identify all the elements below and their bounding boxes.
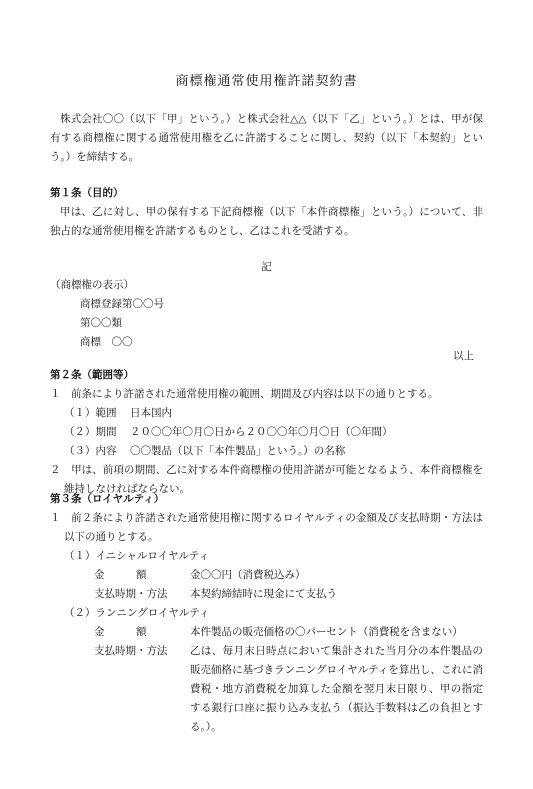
ijou-marker: 以上 xyxy=(453,350,474,362)
scope-row-key: （１）範囲 xyxy=(64,407,117,419)
running-payment-key: 支払時期・方法 xyxy=(94,645,168,657)
initial-amount-row xyxy=(94,566,483,585)
content-row xyxy=(64,442,483,461)
article-3-para-1: １ 前２条により許諾された通常使用権に関するロイヤルティの金額及び支払時期・方法は以下の通りとする。 xyxy=(50,512,483,543)
preamble: 株式会社〇〇（以下「甲」という。）と株式会社△△（以下「乙」という。）とは、甲が保有する商標権に関する通常使用権を乙に許諾することに関し、契約（以下「本契約」という。）を締結する。 xyxy=(50,113,483,163)
initial-royalty-label: （１）イニシャルロイヤルティ xyxy=(64,550,210,562)
initial-payment-value: 本契約締結時に現金にて支払う xyxy=(190,588,337,600)
running-payment-row xyxy=(94,642,483,737)
article-2-para-2: ２ 甲は、前項の期間、乙に対する本件商標権の使用許諾が可能となるよう、本件商標権を維持しなければならない。 xyxy=(50,464,483,495)
ki-marker: 記 xyxy=(261,261,272,273)
trademark-class: 第〇〇類 xyxy=(80,317,122,329)
initial-amount-key: 金 額 xyxy=(94,569,147,581)
article-2-heading: 第２条（範囲等） xyxy=(50,369,134,381)
period-row-value: ２０〇〇年〇月〇日から２０〇〇年〇月〇日（〇年間） xyxy=(130,426,393,438)
initial-payment-key: 支払時期・方法 xyxy=(94,588,168,600)
running-amount-row xyxy=(94,623,483,642)
content-row-value: 〇〇製品（以下「本件製品」という。）の名称 xyxy=(130,445,346,457)
article-2-para-1: １ 前条により許諾された通常使用権の範囲、期間及び内容は以下の通りとする。 xyxy=(50,388,439,400)
trademark-registration-number: 商標登録第〇〇号 xyxy=(80,298,164,310)
article-2 xyxy=(50,366,483,499)
article-1-heading: 第１条（目的） xyxy=(50,187,124,199)
scope-row-value: 日本国内 xyxy=(130,407,172,419)
article-1-body: 甲は、乙に対し、甲の保有する下記商標権（以下「本件商標権」という。）について、非独占的な通常使用権を許諾するものとし、乙はこれを受諾する。 xyxy=(50,206,483,237)
trademark-name: 商標 〇〇 xyxy=(80,336,133,348)
content-row-key: （３）内容 xyxy=(64,445,117,457)
running-royalty xyxy=(50,604,483,737)
initial-payment-row xyxy=(94,585,483,604)
running-payment-value: 乙は、毎月末日時点において集計された当月分の本件製品の販売価格に基づきランニングロイヤルティを算出し、これに消費税・地方消費税を加算した金額を翌月末日限り、甲の指定する銀行口座に振り込み支払う（振込手数料は乙の負担とする。）。 xyxy=(190,645,483,733)
running-royalty-label: （２）ランニングロイヤルティ xyxy=(64,607,210,619)
initial-amount-value: 金〇〇円（消費税込み） xyxy=(190,569,306,581)
article-2-scope-list xyxy=(50,404,483,461)
initial-royalty xyxy=(50,547,483,604)
article-3-heading: 第３条（ロイヤルティ） xyxy=(50,493,165,505)
article-1 xyxy=(50,184,483,241)
running-amount-value: 本件製品の販売価格の〇パーセント（消費税を含まない） xyxy=(190,626,463,638)
running-amount-key: 金 額 xyxy=(94,626,147,638)
scope-row xyxy=(64,404,483,423)
period-row-key: （２）期間 xyxy=(64,426,117,438)
running-royalty-rows xyxy=(64,623,483,737)
trademark-label: （商標権の表示） xyxy=(50,279,134,291)
document-title: 商標権通常使用権許諾契約書 xyxy=(175,74,358,89)
period-row xyxy=(64,423,483,442)
article-3 xyxy=(50,490,483,737)
trademark-display xyxy=(50,276,483,352)
initial-royalty-rows xyxy=(64,566,483,604)
